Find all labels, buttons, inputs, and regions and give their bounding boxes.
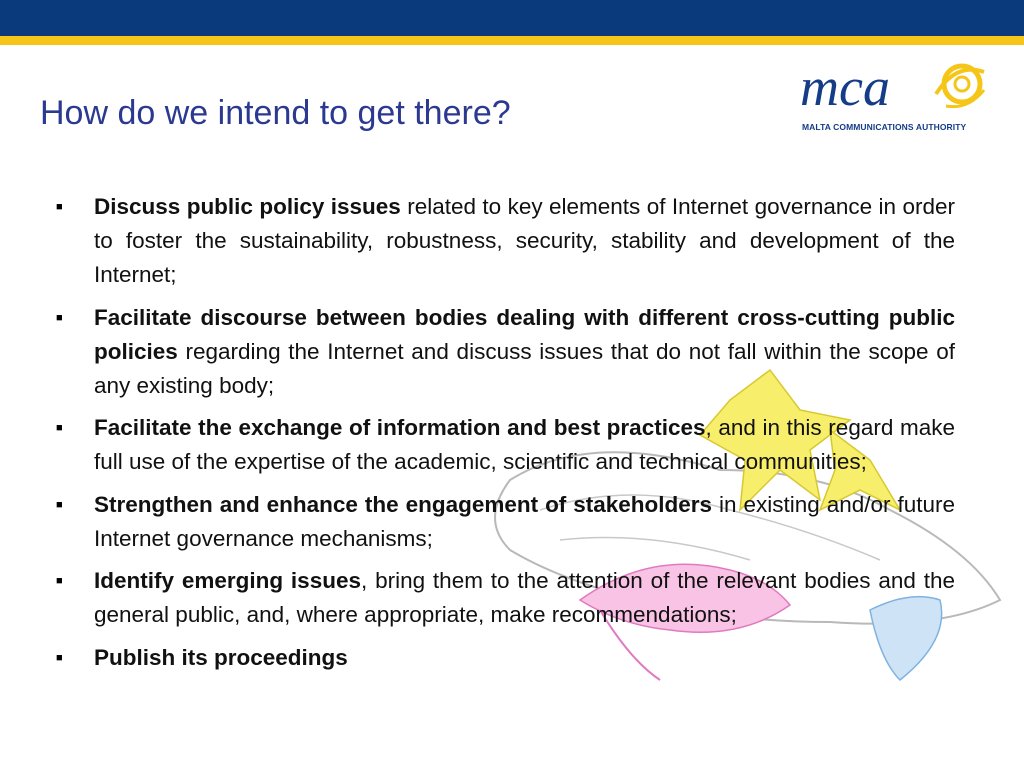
bullet-item	[56, 641, 955, 675]
bullet-square-icon: ■	[56, 498, 63, 511]
bullet-square-icon: ■	[56, 575, 63, 587]
bullet-square-icon: ■	[56, 311, 63, 324]
bullet-text: related to key elements of Internet governance in order to foster the sustainability, robustness, security, stability and development of the Internet;	[94, 194, 955, 287]
logo-subtitle: MALTA COMMUNICATIONS AUTHORITY	[802, 122, 967, 132]
bullet-heading: Discuss public policy issues	[94, 194, 401, 219]
bullet-item	[56, 564, 955, 632]
bullet-item	[56, 488, 955, 556]
bullet-item	[56, 301, 955, 403]
header-stripe	[0, 36, 1024, 45]
bullet-list	[56, 190, 955, 683]
bullet-heading: Publish its proceedings	[94, 644, 348, 670]
bullet-heading: Identify emerging issues	[94, 568, 361, 593]
bullet-text: , bring them to the attention of the relevant bodies and the general public, and, where appropriate, make recommendations;	[94, 568, 955, 627]
bullet-heading: Facilitate discourse between bodies dealing with different cross-cutting public policies	[94, 304, 955, 364]
bullet-square-icon: ■	[56, 651, 63, 664]
bullet-square-icon: ■	[56, 422, 63, 434]
bullet-item	[56, 190, 955, 292]
slide-title: How do we intend to get there?	[40, 94, 511, 132]
bullet-heading: Strengthen and enhance the engagement of stakeholders	[94, 491, 713, 517]
bullet-text: , and in this regard make full use of the expertise of the academic, scientific and technical communities;	[94, 415, 955, 474]
mca-logo	[800, 57, 990, 140]
bullet-square-icon: ■	[56, 201, 63, 213]
bullet-text: regarding the Internet and discuss issues that do not fall within the scope of any existing body;	[94, 338, 955, 398]
bullet-text: in existing and/or future Internet governance mechanisms;	[94, 491, 956, 551]
header-band	[0, 0, 1024, 36]
logo-wordmark: mca	[800, 57, 890, 117]
bullet-item	[56, 411, 955, 479]
swirl-icon	[928, 54, 992, 118]
bullet-heading: Facilitate the exchange of information and best practices	[94, 415, 706, 440]
